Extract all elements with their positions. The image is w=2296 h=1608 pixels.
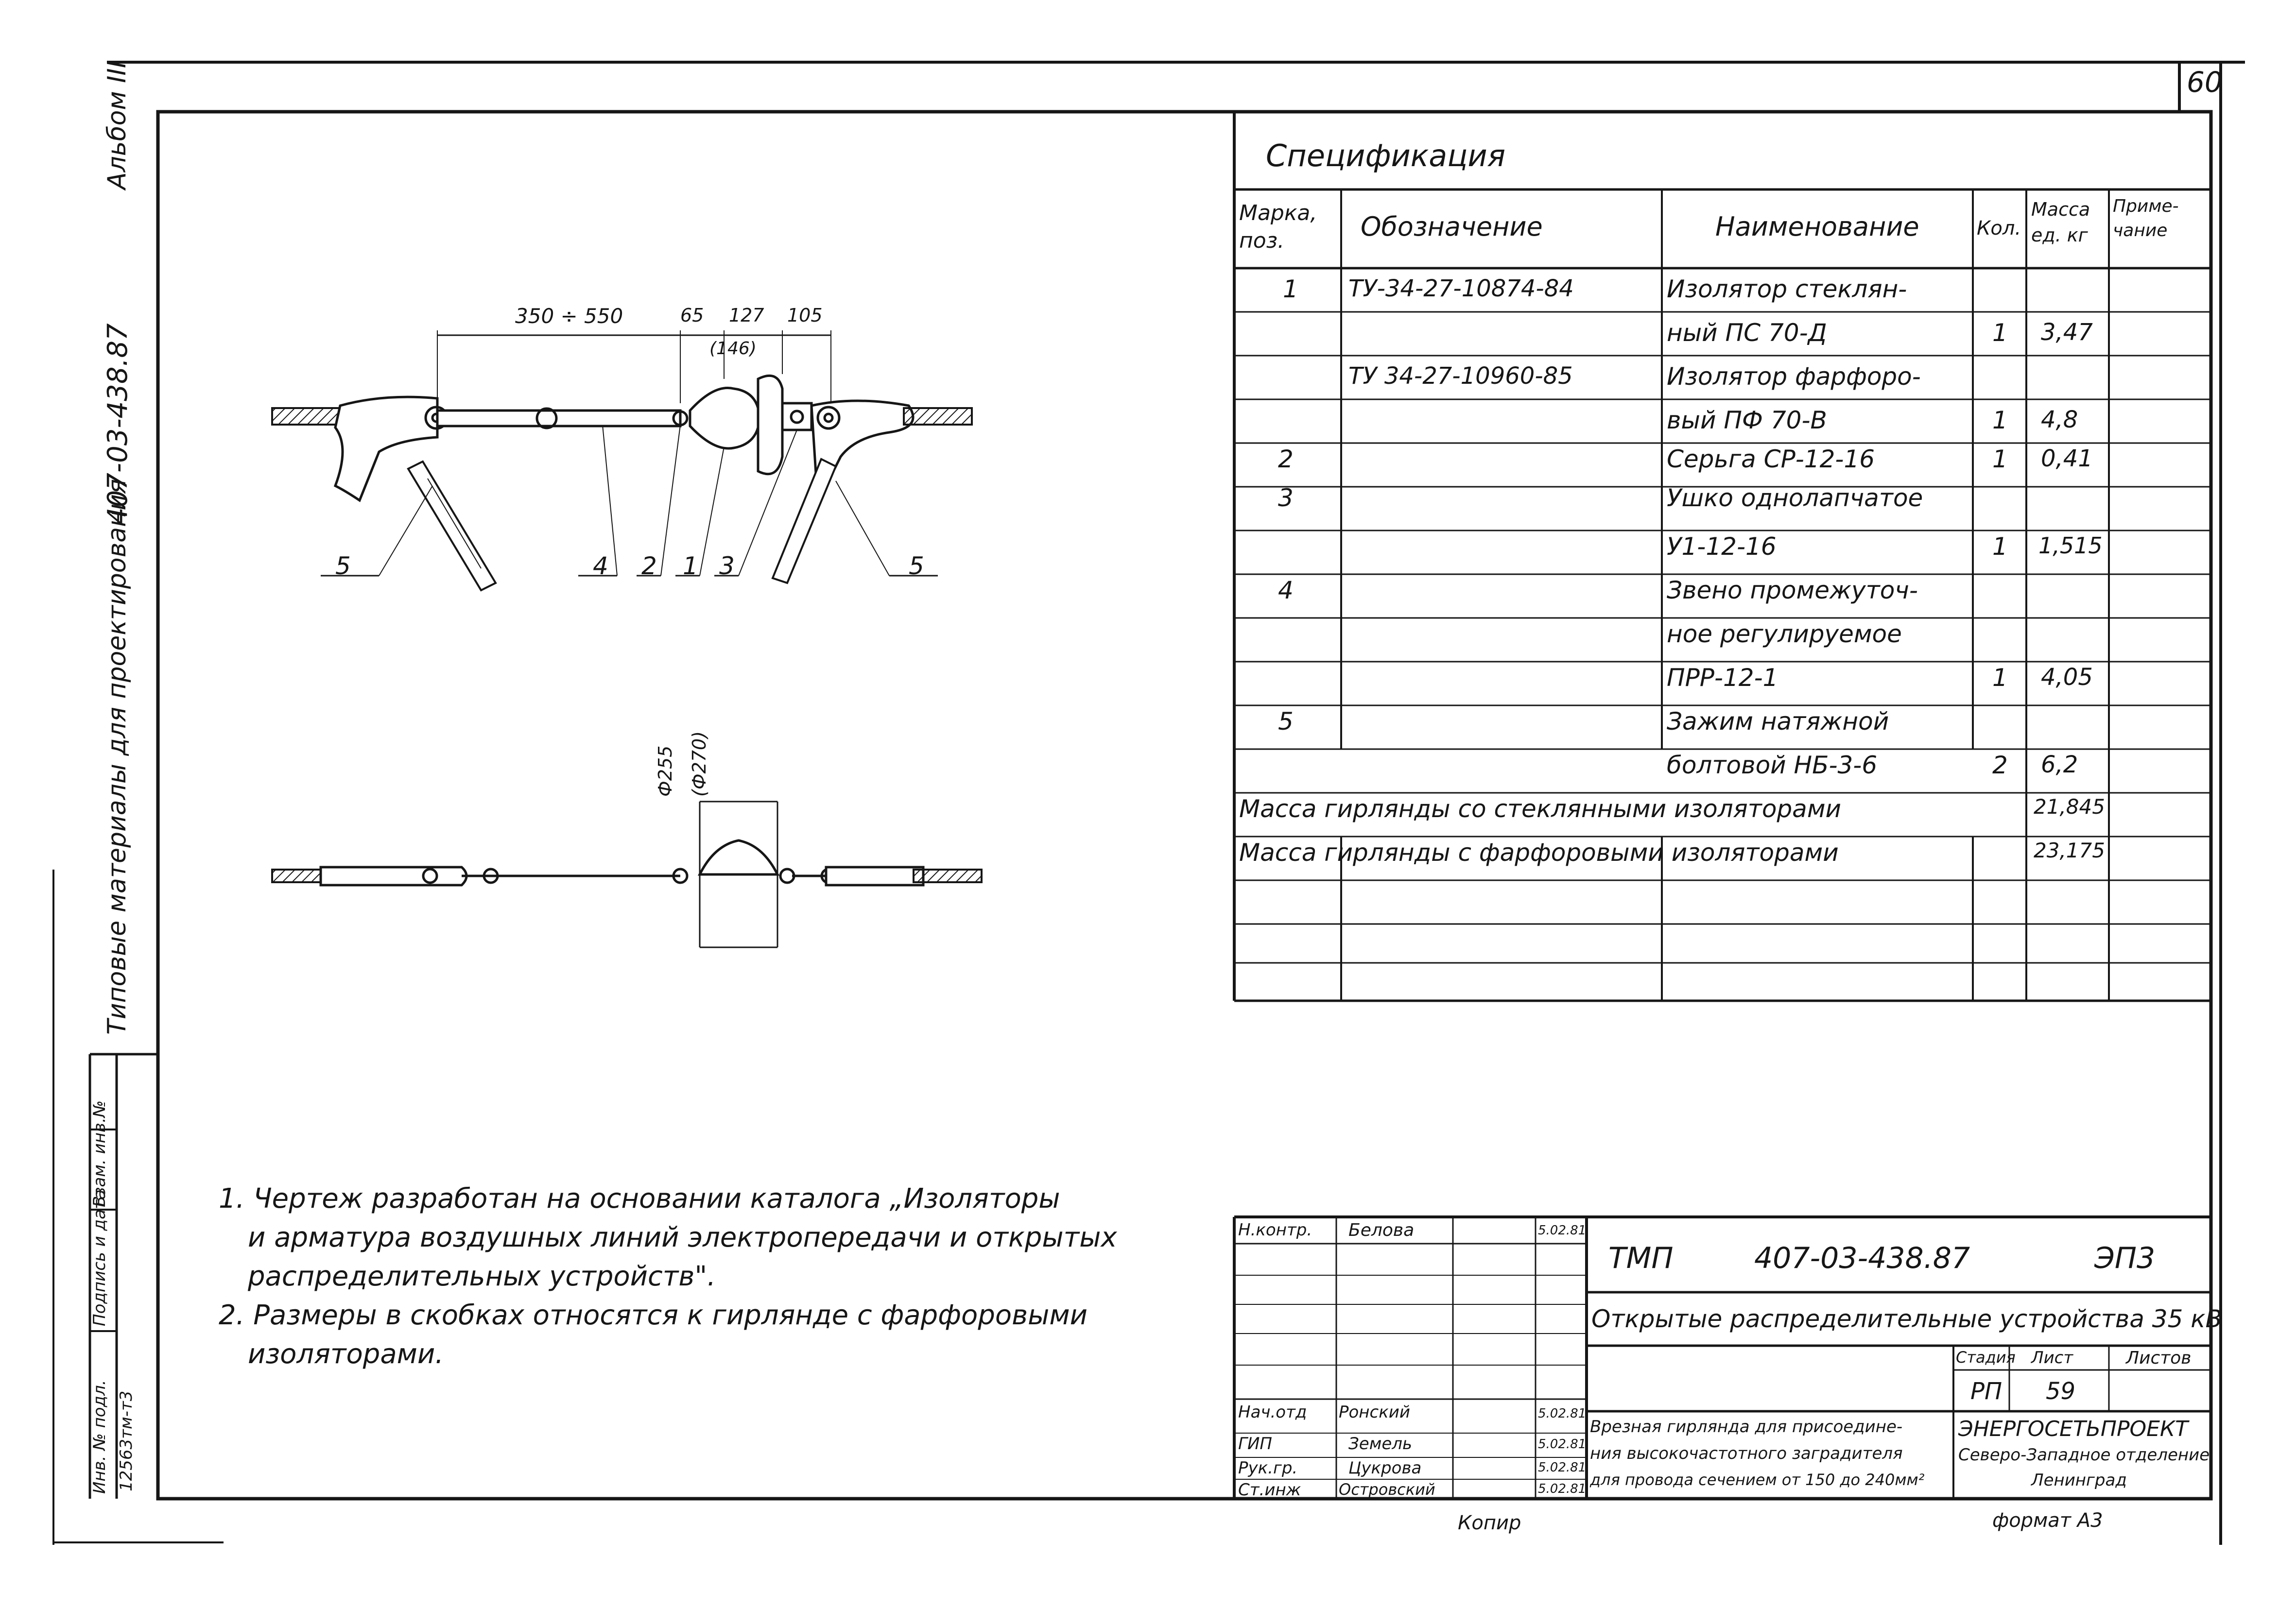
tb-date: 5.02.81: [1538, 1437, 1587, 1452]
note-line: 1. Чертеж разработан на основании каталога „Изоляторы: [219, 1183, 1060, 1215]
dim-350-550: 350 ÷ 550: [515, 304, 623, 328]
row-name: Изолятор стеклян-: [1667, 275, 1907, 303]
tb-sheet-label: Лист: [2031, 1348, 2073, 1368]
stamp-label-inv: Инв. № подл.: [90, 1380, 109, 1494]
total-porcelain-value: 23,175: [2034, 838, 2105, 862]
row-name: Зажим натяжной: [1667, 707, 1889, 736]
tb-desc-line: ния высокочастотного заградителя: [1590, 1444, 1903, 1463]
note-line: распределительных устройств".: [248, 1261, 716, 1292]
tb-role: Нач.отд: [1238, 1403, 1307, 1422]
row-qty: 1: [1992, 532, 2008, 561]
inv-number: 12563тм-т3: [117, 1390, 136, 1491]
header-designation: Обозначение: [1361, 211, 1543, 242]
tb-date: 5.02.81: [1538, 1482, 1587, 1496]
callout-4: 4: [593, 552, 608, 580]
sheet-number: 60: [2187, 66, 2223, 99]
row-name: Изолятор фарфоро-: [1667, 362, 1921, 391]
row-qty: 1: [1992, 664, 2008, 692]
header-name: Наименование: [1715, 211, 1919, 242]
stamp-label-sign: Подпись и дата: [90, 1189, 109, 1326]
row-mass: 0,41: [2041, 445, 2093, 472]
album-label: Альбом III: [103, 60, 132, 189]
row-name: вый ПФ 70-В: [1667, 406, 1827, 434]
row-pos: 2: [1278, 445, 1294, 473]
series-label: 407-03-438.87: [102, 323, 134, 525]
tb-role: Н.контр.: [1238, 1220, 1312, 1240]
tb-stage-label: Стадия: [1956, 1348, 2016, 1367]
materials-label: Типовые материалы для проектирования: [103, 479, 132, 1035]
row-qty: 2: [1992, 751, 2008, 779]
tb-name: Цукрова: [1348, 1458, 1422, 1478]
footer-copied: Копир: [1458, 1512, 1521, 1534]
insulator-string-side-view: [272, 330, 972, 590]
tb-name: Земель: [1348, 1434, 1413, 1454]
total-glass-value: 21,845: [2034, 795, 2105, 819]
tb-org: ЭНЕРГОСЕТЬПРОЕКТ: [1958, 1417, 2189, 1441]
diam-255: Ф255: [655, 745, 676, 797]
tb-tmp: ТМП: [1608, 1241, 1674, 1275]
tb-name: Белова: [1348, 1220, 1415, 1240]
row-mass: 1,515: [2038, 532, 2103, 559]
tb-name: Островский: [1339, 1480, 1435, 1499]
note-line: 2. Размеры в скобках относятся к гирлянде с фарфоровыми: [219, 1300, 1088, 1331]
tb-role: Ст.инж: [1238, 1480, 1301, 1500]
header-note: Приме- чание: [2113, 196, 2179, 241]
row-designation: ТУ 34-27-10960-85: [1348, 362, 1573, 390]
diam-270: (Ф270): [689, 731, 710, 797]
dim-105: 105: [787, 305, 823, 326]
header-mass: Масса ед. кг: [2031, 199, 2090, 246]
tb-code: 407-03-438.87: [1754, 1241, 1970, 1275]
callout-1: 1: [683, 552, 698, 580]
total-porcelain-label: Масса гирлянды с фарфоровыми изоляторами: [1239, 838, 1839, 867]
dim-65: 65: [680, 305, 704, 326]
row-mass: 4,05: [2041, 664, 2093, 691]
row-pos: 1: [1283, 275, 1298, 303]
tb-date: 5.02.81: [1538, 1460, 1587, 1475]
row-name: ное регулируемое: [1667, 620, 1902, 648]
tb-org-city: Ленинград: [2031, 1471, 2127, 1490]
row-mass: 3,47: [2041, 319, 2093, 346]
tb-stage: РП: [1970, 1378, 2003, 1405]
header-qty: Кол.: [1977, 217, 2021, 239]
row-pos: 3: [1278, 484, 1294, 512]
tb-subject: Открытые распределительные устройства 35 кВ: [1591, 1305, 2222, 1333]
row-name: ПРР-12-1: [1667, 664, 1778, 692]
row-name: ный ПС 70-Д: [1667, 319, 1827, 347]
tb-org-branch: Северо-Западное отделение: [1958, 1445, 2210, 1465]
callout-5-left: 5: [335, 552, 351, 580]
row-mass: 6,2: [2041, 751, 2078, 778]
spec-title: Спецификация: [1266, 138, 1506, 173]
row-name: Ушко однолапчатое: [1667, 484, 1923, 512]
dim-146: (146): [709, 339, 757, 359]
tb-sheets-label: Листов: [2126, 1348, 2192, 1368]
callout-5-right: 5: [909, 552, 924, 580]
row-name: Звено промежуточ-: [1667, 576, 1918, 604]
tb-section: ЭП3: [2094, 1241, 2156, 1275]
row-pos: 4: [1278, 576, 1294, 604]
row-designation: ТУ-34-27-10874-84: [1348, 275, 1574, 302]
row-qty: 1: [1992, 445, 2008, 473]
tb-desc-line: для провода сечением от 150 до 240мм²: [1590, 1471, 1925, 1489]
row-qty: 1: [1992, 406, 2008, 434]
tb-sheet: 59: [2046, 1378, 2076, 1405]
row-pos: 5: [1278, 707, 1294, 736]
total-glass-label: Масса гирлянды со стеклянными изоляторами: [1239, 795, 1842, 823]
callout-3: 3: [719, 552, 735, 580]
row-qty: 1: [1992, 319, 2008, 347]
stamp-label-replace: Взам. инв.№: [90, 1100, 109, 1207]
row-name: Серьга СР-12-16: [1667, 445, 1875, 473]
row-mass: 4,8: [2041, 406, 2078, 433]
tb-role: Рук.гр.: [1238, 1458, 1298, 1478]
row-name: У1-12-16: [1667, 532, 1777, 561]
insulator-string-top-view: [272, 802, 982, 947]
tb-date: 5.02.81: [1538, 1406, 1587, 1421]
header-pos: Марка, поз.: [1239, 201, 1317, 254]
tb-desc-line: Врезная гирлянда для присоедине-: [1590, 1417, 1903, 1437]
note-line: и арматура воздушных линий электропередачи и открытых: [248, 1222, 1117, 1253]
tb-role: ГИП: [1238, 1434, 1272, 1454]
tb-name: Ронский: [1339, 1403, 1410, 1422]
row-name: болтовой НБ-3-6: [1667, 751, 1878, 779]
footer-format: формат А3: [1992, 1509, 2103, 1532]
note-line: изоляторами.: [248, 1338, 444, 1370]
callout-2: 2: [641, 552, 657, 580]
tb-date: 5.02.81: [1538, 1223, 1587, 1238]
dim-127: 127: [729, 305, 764, 326]
